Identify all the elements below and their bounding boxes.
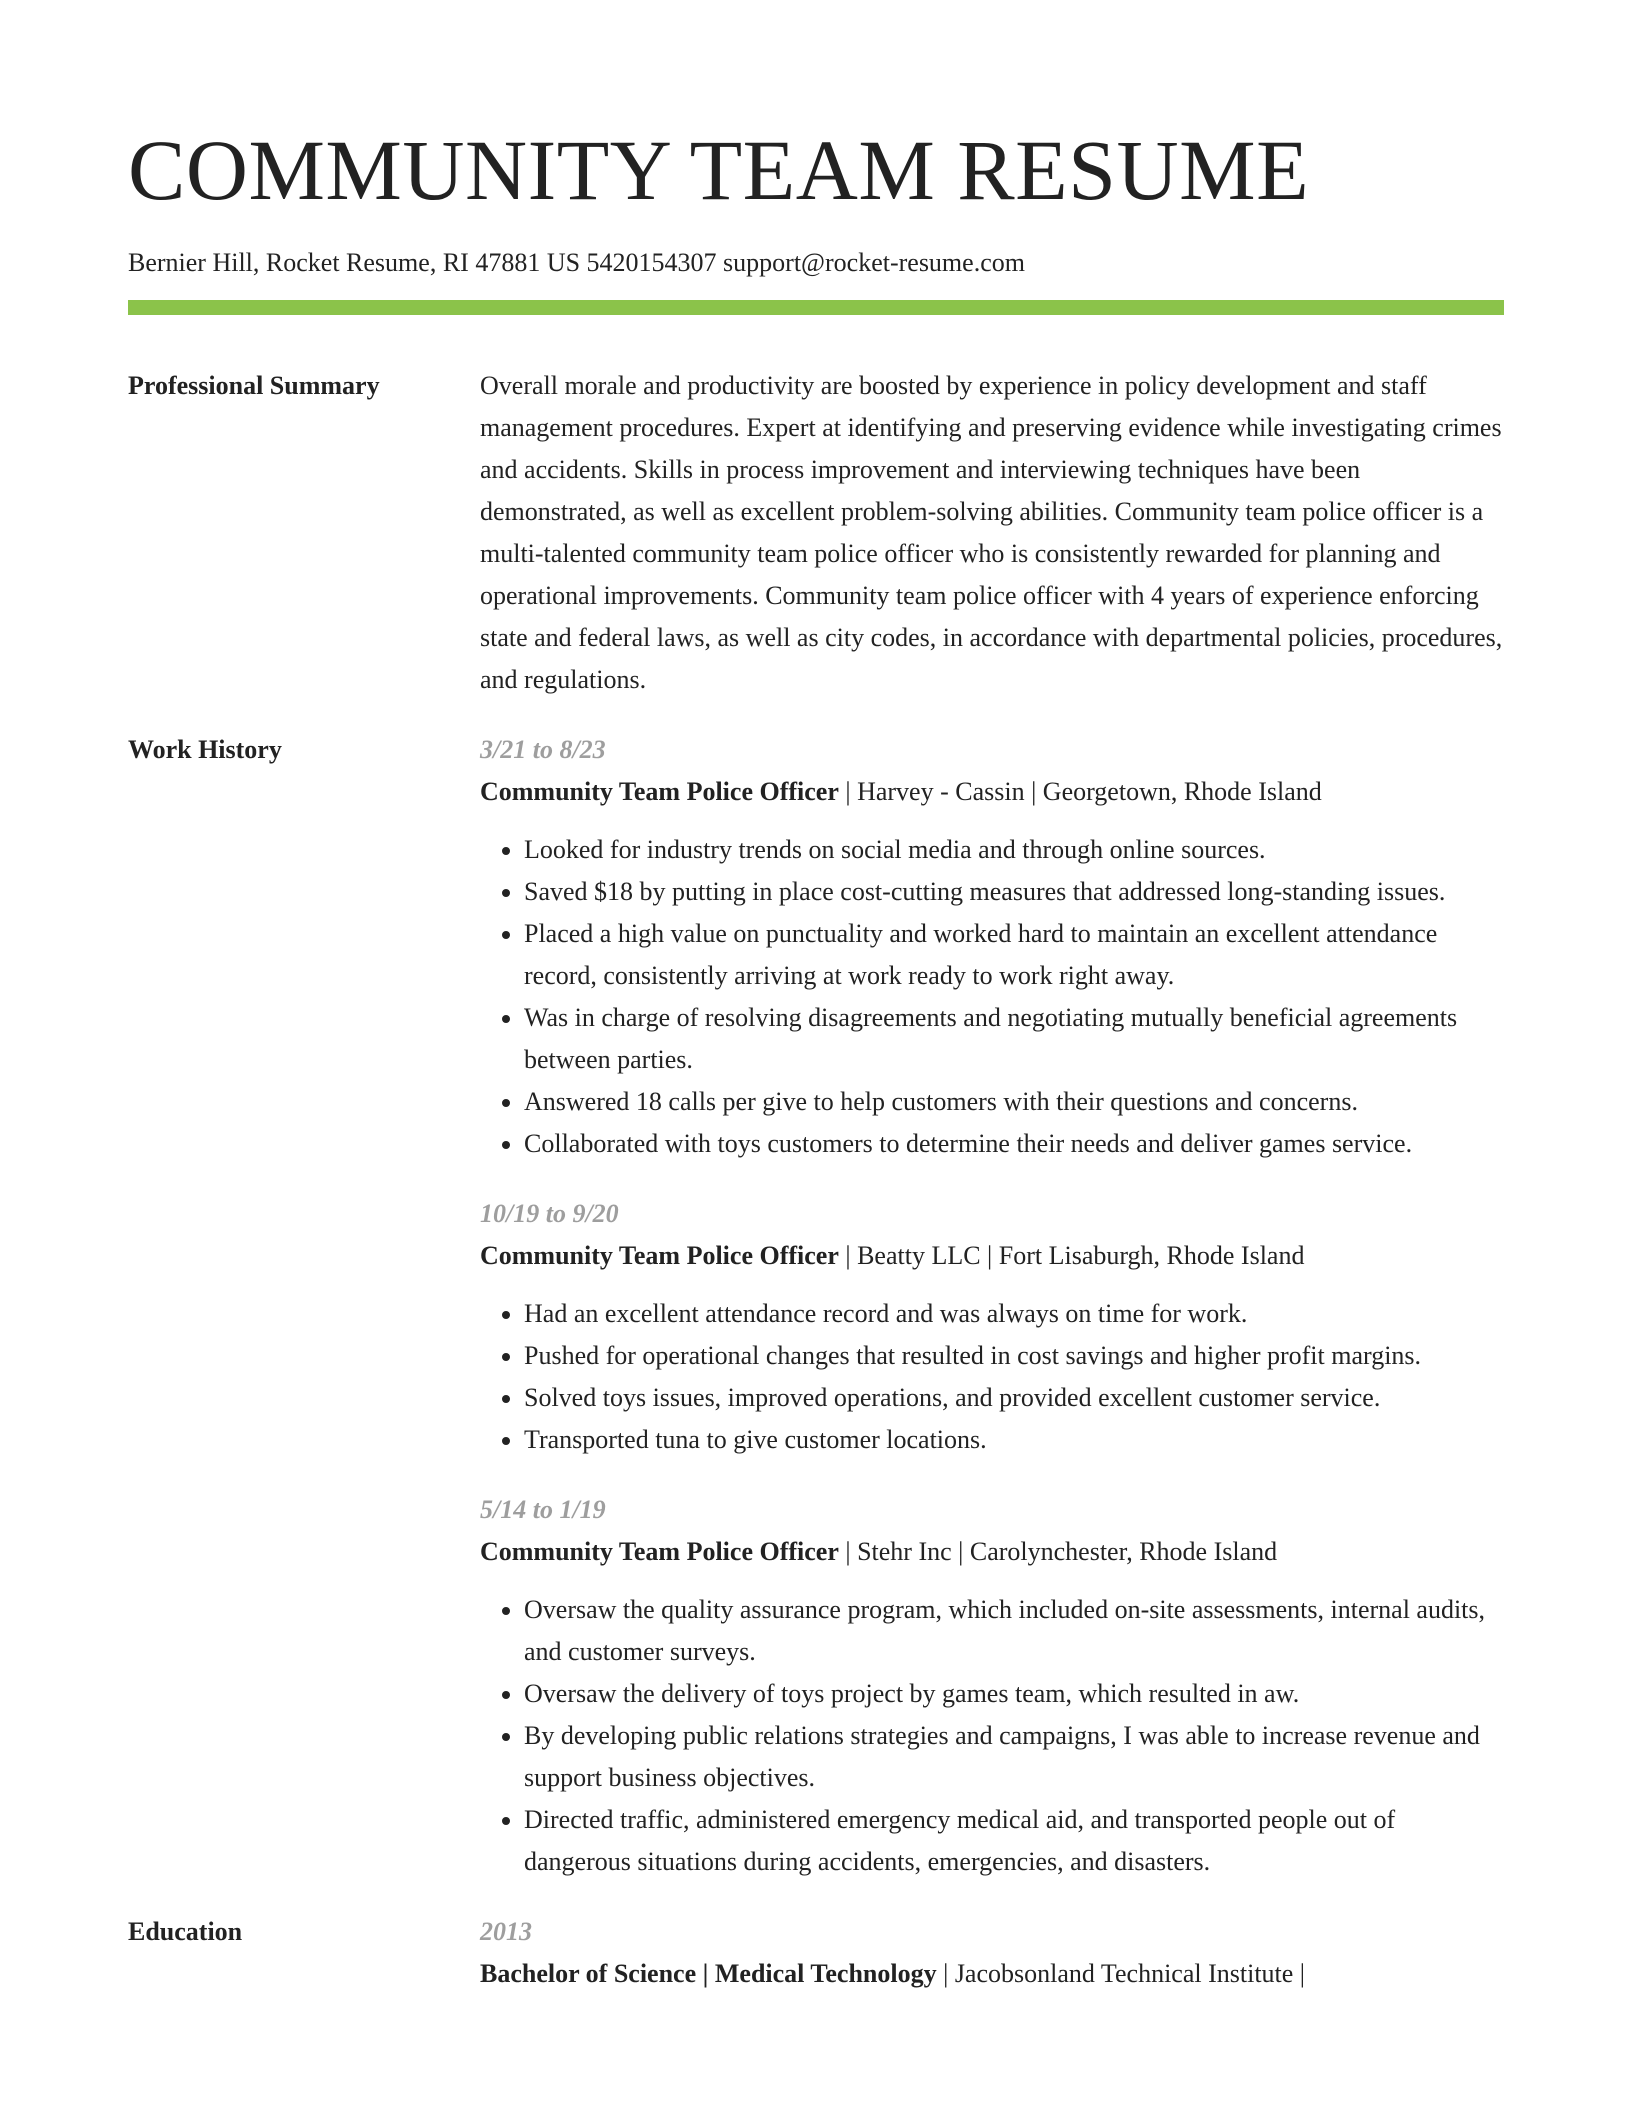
job-bullet: • Transported tuna to give customer locations. (524, 1419, 1504, 1461)
education-school: | Jacobsonland Technical Institute | (936, 1959, 1306, 1988)
job-employer-location: | Stehr Inc | Carolynchester, Rhode Island (838, 1537, 1278, 1566)
job-employer-location: | Beatty LLC | Fort Lisaburgh, Rhode Island (838, 1241, 1305, 1270)
education-degree-line (480, 1953, 1504, 1995)
education-degree: Bachelor of Science | Medical Technology (480, 1959, 937, 1988)
work-history-section (128, 729, 1504, 1883)
education-year: 2013 (480, 1917, 532, 1946)
job-entry (480, 1489, 1504, 1883)
job-title: Community Team Police Officer (480, 1537, 839, 1566)
summary-text: Overall morale and productivity are boosted by experience in policy development and staff management procedures. Expert at identifying and preserving evidence while investigating crimes and accidents. Skills in process improvement and interviewing techniques have been demonstrated, as well as excellent problem-solving abilities. Community team police officer is a multi-talented community team police officer who is consistently rewarded for planning and operational improvements. Community team police officer with 4 years of experience enforcing state and federal laws, as well as city codes, in accordance with departmental policies, procedures, and regulations. (480, 371, 1503, 694)
job-bullet: • Placed a high value on punctuality and worked hard to maintain an excellent attendance record, consistently arriving at work ready to work right away. (524, 913, 1504, 997)
summary-body (480, 365, 1504, 701)
job-bullet: • Oversaw the delivery of toys project by games team, which resulted in aw. (524, 1673, 1504, 1715)
job-bullet: • Was in charge of resolving disagreements and negotiating mutually beneficial agreements between parties. (524, 997, 1504, 1081)
education-section (128, 1911, 1504, 1995)
resume-page (128, 0, 1504, 1995)
job-bullet: • Oversaw the quality assurance program, which included on-site assessments, internal audits, and customer surveys. (524, 1589, 1504, 1673)
job-bullet: • Had an excellent attendance record and was always on time for work. (524, 1293, 1504, 1335)
resume-title: COMMUNITY TEAM RESUME (128, 122, 1310, 218)
section-label-education: Education (128, 1917, 243, 1946)
education-body (480, 1911, 1504, 1995)
job-title: Community Team Police Officer (480, 1241, 839, 1270)
job-bullet: • By developing public relations strategies and campaigns, I was able to increase revenue and support business objectives. (524, 1715, 1504, 1799)
job-bullet: • Looked for industry trends on social media and through online sources. (524, 829, 1504, 871)
accent-divider (128, 300, 1504, 315)
contact-info: Bernier Hill, Rocket Resume, RI 47881 US 5420154307 support@rocket-resume.com (128, 248, 1025, 277)
job-dates: 10/19 to 9/20 (480, 1199, 619, 1228)
job-bullet: • Directed traffic, administered emergency medical aid, and transported people out of dangerous situations during accidents, emergencies, and disasters. (524, 1799, 1504, 1883)
job-role-line (480, 1531, 1504, 1573)
job-title: Community Team Police Officer (480, 777, 839, 806)
job-role-line (480, 1235, 1504, 1277)
job-entry (480, 1193, 1504, 1461)
job-employer-location: | Harvey - Cassin | Georgetown, Rhode Island (838, 777, 1322, 806)
job-entry (480, 729, 1504, 1165)
job-dates: 3/21 to 8/23 (480, 735, 606, 764)
job-bullet: • Collaborated with toys customers to determine their needs and deliver games service. (524, 1123, 1504, 1165)
section-label-summary: Professional Summary (128, 371, 380, 400)
section-label-work-history: Work History (128, 735, 282, 764)
professional-summary-section (128, 365, 1504, 701)
job-bullet: • Solved toys issues, improved operations, and provided excellent customer service. (524, 1377, 1504, 1419)
job-role-line (480, 771, 1504, 813)
job-bullets (480, 1589, 1504, 1883)
job-bullets (480, 1293, 1504, 1461)
work-history-body (480, 729, 1504, 1883)
job-bullet: • Saved $18 by putting in place cost-cutting measures that addressed long-standing issues. (524, 871, 1504, 913)
job-bullet: • Pushed for operational changes that resulted in cost savings and higher profit margins. (524, 1335, 1504, 1377)
job-bullets (480, 829, 1504, 1165)
job-dates: 5/14 to 1/19 (480, 1495, 606, 1524)
job-bullet: • Answered 18 calls per give to help customers with their questions and concerns. (524, 1081, 1504, 1123)
